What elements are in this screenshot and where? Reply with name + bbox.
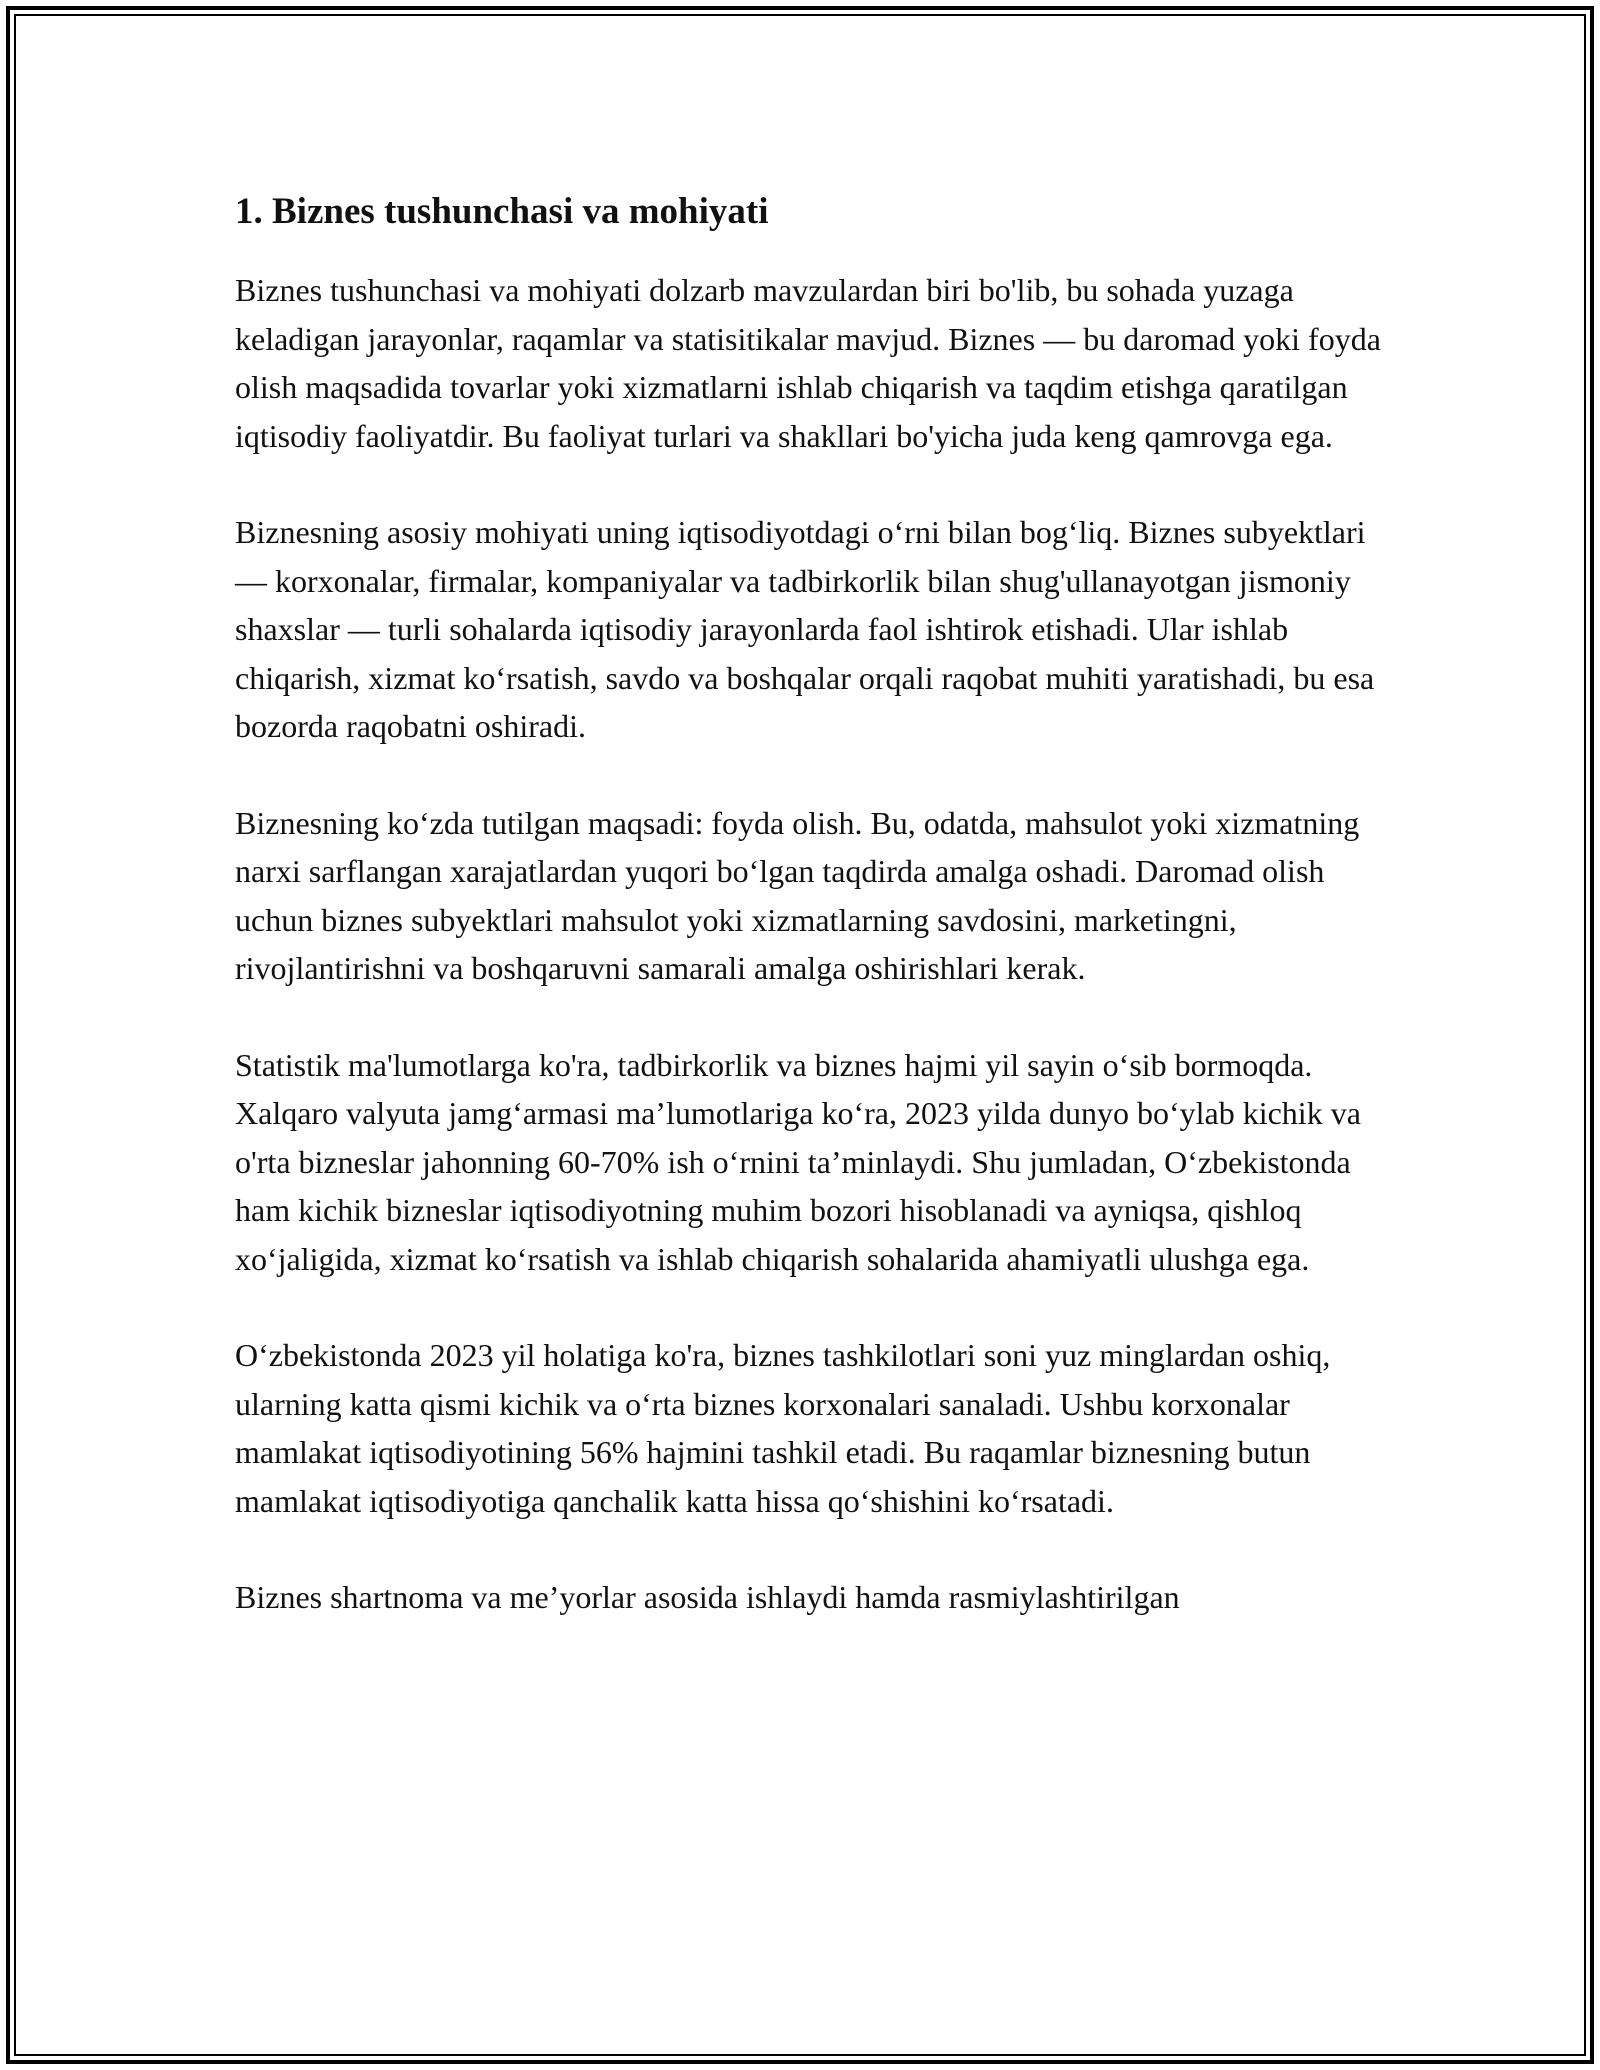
paragraph-4: Statistik ma'lumotlarga ko'ra, tadbirkorlik va biznes hajmi yil sayin oʻsib bormoqda. Xalqaro valyuta jamgʻarmasi maʼlumotlariga koʻra, 2023 yilda dunyo boʻylab kichik va o'rta bizneslar jahonning 60-70% ish oʻrnini taʼminlaydi. Shu jumladan, Oʻzbekistonda ham kichik bizneslar iqtisodiyotning muhim bozori hisoblanadi va ayniqsa, qishloq xoʻjaligida, xizmat koʻrsatish va ishlab chiqarish sohalarida ahamiyatli ulushga ega. <box>235 1046 1361 1277</box>
document-body <box>235 188 1395 1622</box>
paragraph-1: Biznes tushunchasi va mohiyati dolzarb mavzulardan biri bo'lib, bu sohada yuzaga keladigan jarayonlar, raqamlar va statisitikalar mavjud. Biznes — bu daromad yoki foyda olish maqsadida tovarlar yoki xizmatlarni ishlab chiqarish va taqdim etishga qaratilgan iqtisodiy faoliyatdir. Bu faoliyat turlari va shakllari bo'yicha juda keng qamrovga ega. <box>235 272 1381 454</box>
paragraph-2: Biznesning asosiy mohiyati uning iqtisodiyotdagi oʻrni bilan bogʻliq. Biznes subyektlari — korxonalar, firmalar, kompaniyalar va tadbirkorlik bilan shug'ullanayotgan jismoniy shaxslar — turli sohalarda iqtisodiy jarayonlarda faol ishtirok etishadi. Ular ishlab chiqarish, xizmat koʻrsatish, savdo va boshqalar orqali raqobat muhiti yaratishadi, bu esa bozorda raqobatni oshiradi. <box>235 514 1375 744</box>
paragraph-6: Biznes shartnoma va meʼyorlar asosida ishlaydi hamda rasmiylashtirilgan <box>235 1579 1180 1615</box>
paragraph-5: Oʻzbekistonda 2023 yil holatiga ko'ra, biznes tashkilotlari soni yuz minglardan oshiq, ularning katta qismi kichik va oʻrta biznes korxonalari sanaladi. Ushbu korxonalar mamlakat iqtisodiyotining 56% hajmini tashkil etadi. Bu raqamlar biznesning butun mamlakat iqtisodiyotiga qanchalik katta hissa qoʻshishini koʻrsatadi. <box>235 1337 1331 1519</box>
paragraph-3: Biznesning koʻzda tutilgan maqsadi: foyda olish. Bu, odatda, mahsulot yoki xizmatning narxi sarflangan xarajatlardan yuqori boʻlgan taqdirda amalga oshadi. Daromad olish uchun biznes subyektlari mahsulot yoki xizmatlarning savdosini, marketingni, rivojlantirishni va boshqaruvni samarali amalga oshirishlari kerak. <box>235 804 1360 986</box>
page-title: 1. Biznes tushunchasi va mohiyati <box>235 191 769 232</box>
